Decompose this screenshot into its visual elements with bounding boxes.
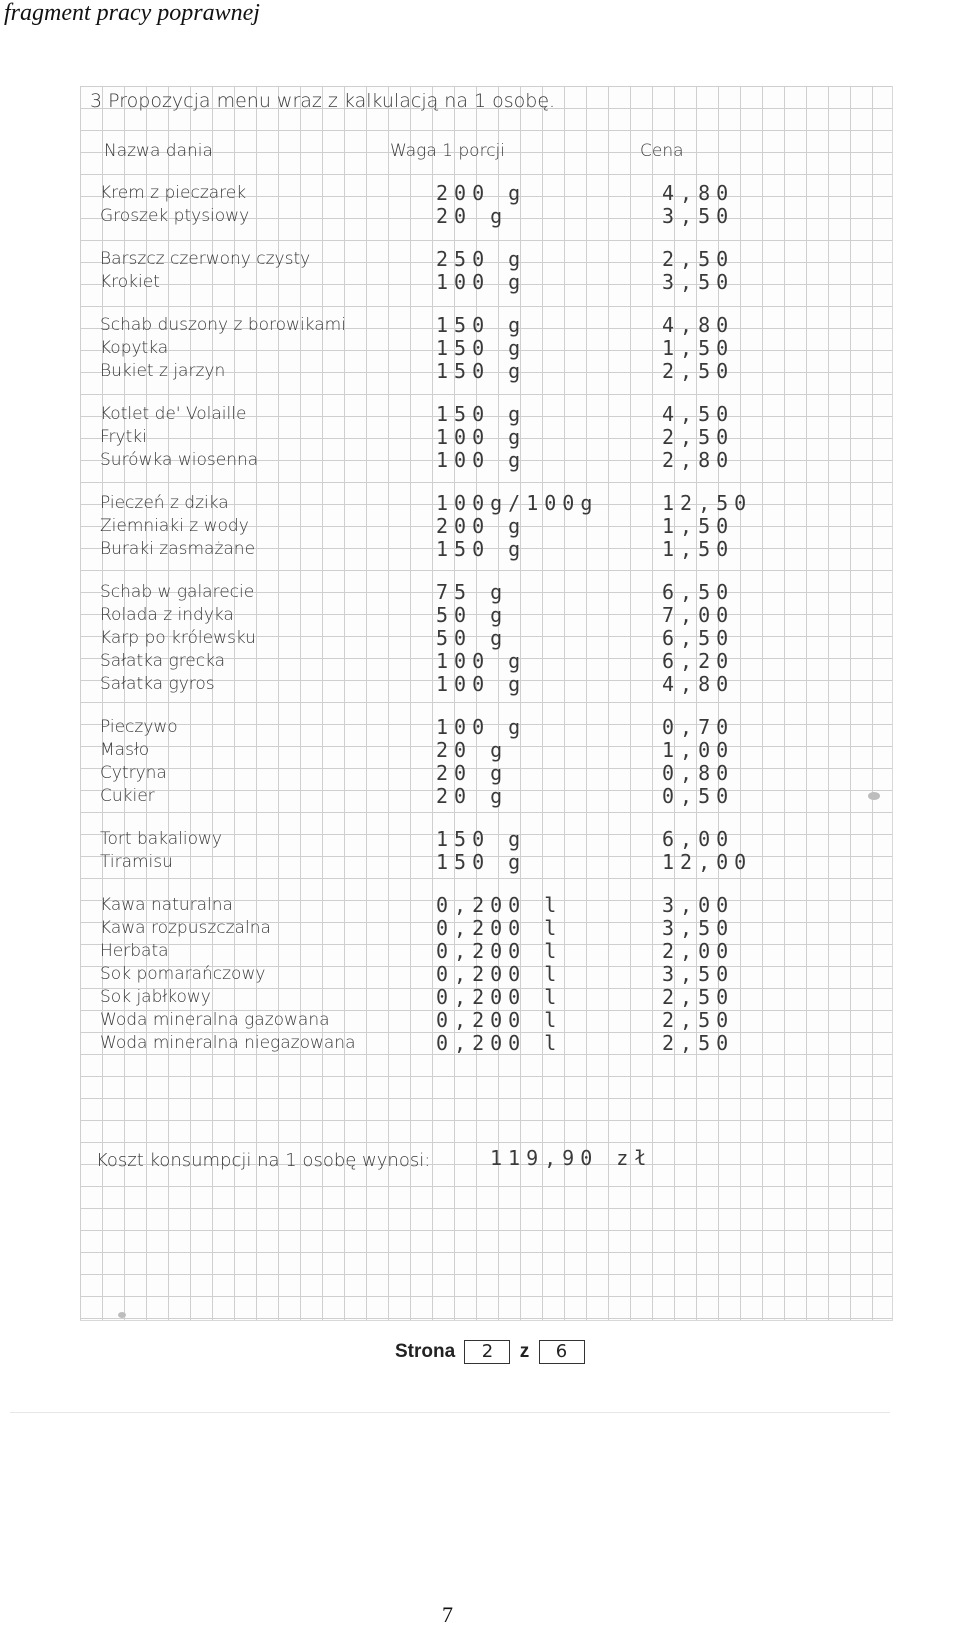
menu-item-name: Kawa rozpuszczalna	[100, 918, 271, 938]
column-header-weight: Waga 1 porcji	[390, 141, 505, 161]
menu-item-price: 1,00	[662, 738, 735, 762]
menu-item-name: Krokiet	[100, 272, 160, 292]
menu-item-weight: 20 g	[436, 738, 509, 762]
menu-item-weight: 50 g	[436, 626, 509, 650]
menu-item-weight: 0,200 l	[436, 939, 563, 963]
menu-item-name: Sok pomarańczowy	[100, 964, 266, 984]
menu-item-weight: 0,200 l	[436, 1031, 563, 1055]
menu-item-name: Pieczeń z dzika	[100, 493, 229, 513]
page-footer	[395, 1340, 589, 1364]
menu-item-weight: 100 g	[436, 672, 527, 696]
menu-item-name: Barszcz czerwony czysty	[100, 249, 311, 269]
scan-speck	[118, 1312, 126, 1318]
menu-item-price: 6,50	[662, 626, 735, 650]
menu-item-name: Surówka wiosenna	[100, 450, 259, 470]
menu-item-price: 0,80	[662, 761, 735, 785]
menu-item-name: Masło	[100, 740, 150, 760]
menu-item-price: 3,50	[662, 962, 735, 986]
menu-item-price: 3,50	[662, 270, 735, 294]
menu-item-weight: 0,200 l	[436, 893, 563, 917]
menu-item-price: 4,80	[662, 313, 735, 337]
menu-item-name: Woda mineralna gazowana	[100, 1010, 330, 1030]
menu-item-weight: 0,200 l	[436, 985, 563, 1009]
menu-item-name: Sałatka grecka	[100, 651, 226, 671]
menu-item-price: 2,50	[662, 359, 735, 383]
menu-item-weight: 150 g	[436, 359, 527, 383]
menu-item-weight: 100g/100g	[436, 491, 599, 515]
menu-item-name: Sok jabłkowy	[100, 987, 211, 1007]
menu-item-weight: 150 g	[436, 827, 527, 851]
footer-current-page-box: 2	[464, 1340, 510, 1364]
menu-item-weight: 20 g	[436, 204, 509, 228]
menu-item-name: Schab duszony z borowikami	[100, 315, 346, 335]
scan-speck	[868, 792, 880, 800]
document-caption: fragment pracy poprawnej	[4, 0, 260, 26]
menu-item-weight: 0,200 l	[436, 1008, 563, 1032]
summary-value: 119,90 zł	[490, 1146, 653, 1170]
menu-item-price: 0,50	[662, 784, 735, 808]
menu-heading: 3 Propozycja menu wraz z kalkulacją na 1 osobę.	[90, 90, 556, 112]
menu-item-name: Krem z pieczarek	[100, 183, 247, 203]
menu-item-weight: 100 g	[436, 715, 527, 739]
menu-item-name: Cytryna	[100, 763, 167, 783]
menu-item-price: 6,20	[662, 649, 735, 673]
menu-item-price: 7,00	[662, 603, 735, 627]
menu-item-name: Kotlet de' Volaille	[100, 404, 247, 424]
menu-item-price: 3,00	[662, 893, 735, 917]
menu-item-price: 2,50	[662, 1008, 735, 1032]
menu-item-price: 4,80	[662, 181, 735, 205]
menu-item-price: 12,50	[662, 491, 753, 515]
menu-item-weight: 150 g	[436, 537, 527, 561]
menu-item-name: Frytki	[100, 427, 147, 447]
menu-item-weight: 0,200 l	[436, 962, 563, 986]
menu-item-price: 2,50	[662, 985, 735, 1009]
footer-of-label: z	[519, 1341, 530, 1363]
menu-item-name: Schab w galarecie	[100, 582, 255, 602]
menu-item-name: Tort bakaliowy	[100, 829, 222, 849]
menu-item-name: Cukier	[100, 786, 155, 806]
menu-item-name: Karp po królewsku	[100, 628, 256, 648]
menu-item-name: Kawa naturalna	[100, 895, 233, 915]
menu-item-weight: 50 g	[436, 603, 509, 627]
menu-item-price: 3,50	[662, 204, 735, 228]
menu-item-weight: 100 g	[436, 270, 527, 294]
footer-label: Strona	[395, 1341, 456, 1363]
menu-item-name: Rolada z indyka	[100, 605, 234, 625]
page-number: 7	[442, 1602, 453, 1627]
menu-item-price: 2,50	[662, 1031, 735, 1055]
menu-item-price: 1,50	[662, 336, 735, 360]
menu-item-name: Groszek ptysiowy	[100, 206, 250, 226]
menu-item-weight: 100 g	[436, 425, 527, 449]
menu-item-weight: 150 g	[436, 850, 527, 874]
summary-label: Koszt konsumpcji na 1 osobę wynosi:	[96, 1150, 431, 1171]
menu-item-weight: 150 g	[436, 313, 527, 337]
menu-item-name: Ziemniaki z wody	[100, 516, 249, 536]
menu-item-name: Woda mineralna niegazowana	[100, 1033, 356, 1053]
menu-item-weight: 200 g	[436, 514, 527, 538]
menu-item-name: Bukiet z jarzyn	[100, 361, 226, 381]
menu-item-weight: 200 g	[436, 181, 527, 205]
menu-item-price: 2,50	[662, 247, 735, 271]
menu-item-price: 2,50	[662, 425, 735, 449]
menu-item-price: 4,80	[662, 672, 735, 696]
menu-item-price: 0,70	[662, 715, 735, 739]
menu-item-name: Pieczywo	[100, 717, 178, 737]
menu-item-weight: 100 g	[436, 448, 527, 472]
footer-total-pages-box: 6	[539, 1340, 585, 1364]
menu-item-price: 12,00	[662, 850, 753, 874]
menu-item-price: 2,00	[662, 939, 735, 963]
menu-item-price: 1,50	[662, 537, 735, 561]
menu-item-weight: 250 g	[436, 247, 527, 271]
menu-item-price: 2,80	[662, 448, 735, 472]
column-header-price: Cena	[640, 141, 684, 161]
menu-item-name: Buraki zasmażane	[100, 539, 256, 559]
menu-item-weight: 20 g	[436, 784, 509, 808]
menu-item-weight: 150 g	[436, 336, 527, 360]
menu-item-weight: 150 g	[436, 402, 527, 426]
menu-item-price: 4,50	[662, 402, 735, 426]
menu-item-price: 6,50	[662, 580, 735, 604]
menu-item-name: Sałatka gyros	[100, 674, 215, 694]
menu-item-name: Herbata	[100, 941, 169, 961]
menu-item-weight: 0,200 l	[436, 916, 563, 940]
menu-item-weight: 75 g	[436, 580, 509, 604]
scan-separator-line	[10, 1412, 890, 1413]
menu-item-price: 1,50	[662, 514, 735, 538]
menu-item-name: Kopytka	[100, 338, 169, 358]
menu-item-name: Tiramisu	[100, 852, 173, 872]
menu-item-weight: 20 g	[436, 761, 509, 785]
menu-item-price: 3,50	[662, 916, 735, 940]
menu-item-weight: 100 g	[436, 649, 527, 673]
column-header-name: Nazwa dania	[104, 141, 213, 161]
menu-item-price: 6,00	[662, 827, 735, 851]
